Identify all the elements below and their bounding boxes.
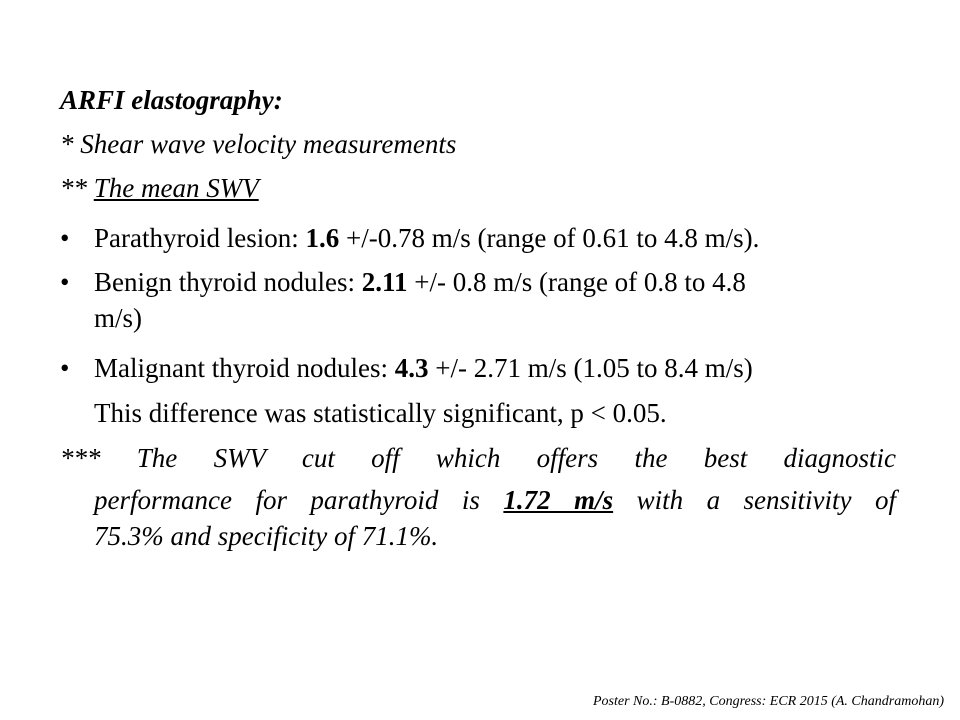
cutoff-line3: 75.3% and specificity of 71.1%. (94, 521, 439, 551)
mean-swv-line (60, 170, 896, 206)
cutoff-line2 (94, 482, 896, 518)
bullet-text-line1 (94, 264, 896, 300)
bullet-parathyroid (60, 220, 896, 256)
bullet-value: 4.3 (394, 353, 429, 383)
bullet-text-line2: m/s) (94, 303, 143, 333)
poster-footer: Poster No.: B-0882, Congress: ECR 2015 (A. Chandramohan) (592, 694, 944, 709)
bullet-rest: +/- 2.71 m/s (1.05 to 8.4 m/s) (428, 353, 753, 383)
bullet-dot: • (60, 223, 70, 253)
bullet-dot: • (60, 267, 70, 297)
mean-swv-prefix: ** (60, 173, 94, 203)
heading: ARFI elastography: (60, 85, 283, 115)
bullet-dot: • (60, 353, 70, 383)
swv-measurements-line: * Shear wave velocity measurements (60, 129, 457, 159)
bullet-text (94, 220, 896, 256)
bullet-text (94, 350, 896, 386)
bullet-rest: +/-0.78 m/s (range of 0.61 to 4.8 m/s). (339, 223, 760, 253)
bullet-benign (60, 264, 896, 336)
significance-line: This difference was statistically significant, p < 0.05. (94, 398, 667, 428)
cutoff-value: 1.72 m/s (503, 485, 614, 515)
bullet-rest: +/- 0.8 m/s (range of 0.8 to 4.8 (414, 267, 746, 297)
bullet-value: 1.6 (305, 223, 340, 253)
cutoff-line1: *** The SWV cut off which offers the best diagnostic (60, 443, 896, 473)
mean-swv-label: The mean SWV (93, 173, 259, 203)
bullet-malignant (60, 350, 896, 386)
bullet-value: 2.11 (361, 267, 408, 297)
bullet-label: Benign thyroid nodules: (94, 267, 362, 297)
cutoff-line2-post: with a sensitivity of (636, 485, 896, 515)
bullet-label: Malignant thyroid nodules: (94, 353, 395, 383)
bullet-label: Parathyroid lesion: (94, 223, 306, 253)
cutoff-line2-pre: performance for parathyroid is (94, 485, 504, 515)
